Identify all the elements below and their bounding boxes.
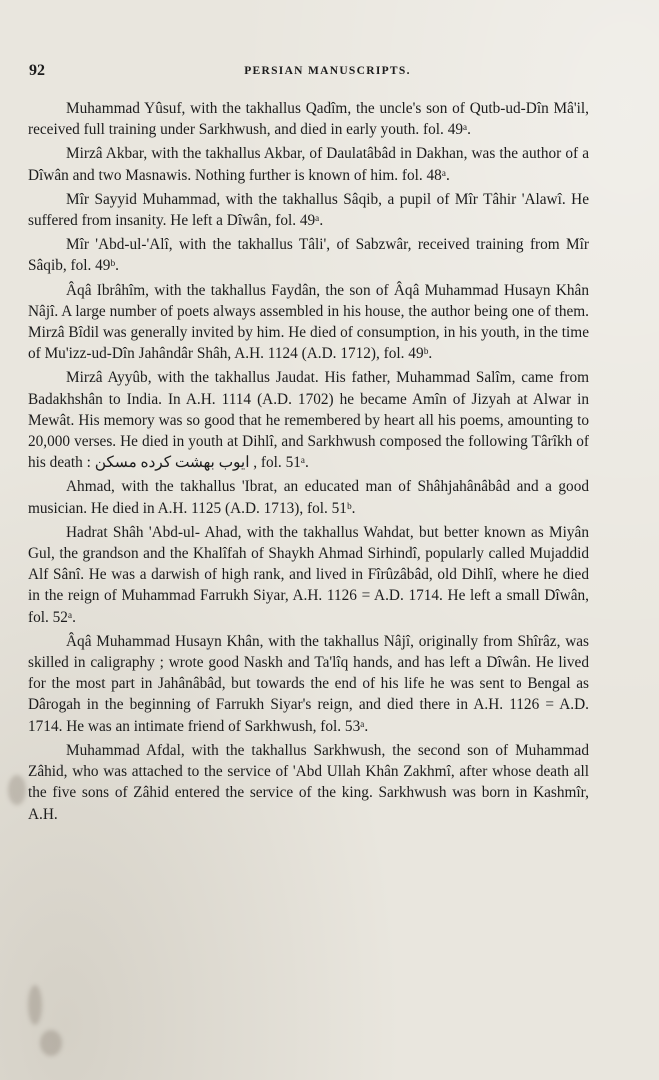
paragraph-mirza-akbar: Mirzâ Akbar, with the takhallus Akbar, of Daulatâbâd in Dakhan, was the author of a Dîwân and two Masnawis. Nothing further is known of him. fol. 48ᵃ. [28,145,589,184]
page-header [26,62,589,84]
page-number: 92 [29,62,45,79]
paragraph-aqa-ibrahim: Âqâ Ibrâhîm, with the takhallus Faydân, the son of Âqâ Muhammad Husayn Khân Nâjî. A large number of poets always assembled in his house, the author being one of them. Mirzâ Bîdil was generally invited by him. He died of consumption, in his youth, in the time of Mu'izz-ud-Dîn Jahândâr Shâh, A.H. 1124 (A.D. 1712), fol. 49ᵇ. [28,281,589,363]
paragraph-mir-abd-ul-ali: Mîr 'Abd-ul-'Alî, with the takhallus Tâli', of Sabzwâr, received training from Mîr Sâqib, fol. 49ᵇ. [28,236,589,275]
paragraph-muhammad-yusuf: Muhammad Yûsuf, with the takhallus Qadîm, the uncle's son of Qutb-ud-Dîn Mâ'il, received full training under Sarkhwush, and died in early youth. fol. 49ᵃ. [28,100,589,139]
paragraph-aqa-muhammad-husayn: Âqâ Muhammad Husayn Khân, with the takhallus Nâjî, originally from Shîrâz, was skilled in caligraphy ; wrote good Naskh and Ta'lîq hands, and has left a Dîwân. He lived for the most part in Jahânâbâd, but towards the end of his life he was sent to Bengal as Dârogah in the beginning of Farrukh Siyar's reign, and died there in A.H. 1126 = A.D. 1714. He was an intimate friend of Sarkhwush, fol. 53ᵃ. [28,632,589,735]
paragraph-muhammad-afdal: Muhammad Afdal, with the takhallus Sarkhwush, the second son of Muhammad Zâhid, who was attached to the service of 'Abd Ullah Khân Zakhmî, after whose death all the five sons of Zâhid entered the service of the king. Sarkhwush was born in Kashmîr, A.H. [28,741,589,823]
paragraph-ahmad: Ahmad, with the takhallus 'Ibrat, an educated man of Shâhjahânâbâd and a good musician. He died in A.H. 1125 (A.D. 1713), fol. 51ᵇ. [28,478,589,517]
ink-smudge [28,985,42,1025]
ink-smudge [8,775,26,805]
paragraph-mirza-ayyub: Mirzâ Ayyûb, with the takhallus Jaudat. His father, Muhammad Salîm, came from Badakhshân to India. In A.H. 1114 (A.D. 1702) he became Amîn of Jizyah at Alwar in Mewât. His memory was so good that he remembered by heart all his poems, amounting to 20,000 verses. He died in youth at Dihlî, and Sarkhwush composed the following Târîkh of his death : ایوب بهشت کرده مسکن , fol. 51ᵃ. [28,369,589,472]
ink-smudge [40,1030,62,1056]
paragraph-hadrat-shah: Hadrat Shâh 'Abd-ul- Ahad, with the takhallus Wahdat, but better known as Miyân Gul, the grandson and the Khalîfah of Shaykh Ahmad Sirhindî, popularly called Mujaddid Alf Sânî. He was a darwish of high rank, and lived in Fîrûzâbâd, old Dihlî, where he died in the reign of Muhammad Farrukh Siyar, A.H. 1126 = A.D. 1714. He left a small Dîwân, fol. 52ᵃ. [28,523,589,626]
body-text [28,98,589,825]
paragraph-mir-sayyid-muhammad: Mîr Sayyid Muhammad, with the takhallus Sâqib, a pupil of Mîr Tâhir 'Alawî. He suffered from insanity. He left a Dîwân, fol. 49ᵃ. [28,190,589,230]
running-title: PERSIAN MANUSCRIPTS. [244,65,411,77]
